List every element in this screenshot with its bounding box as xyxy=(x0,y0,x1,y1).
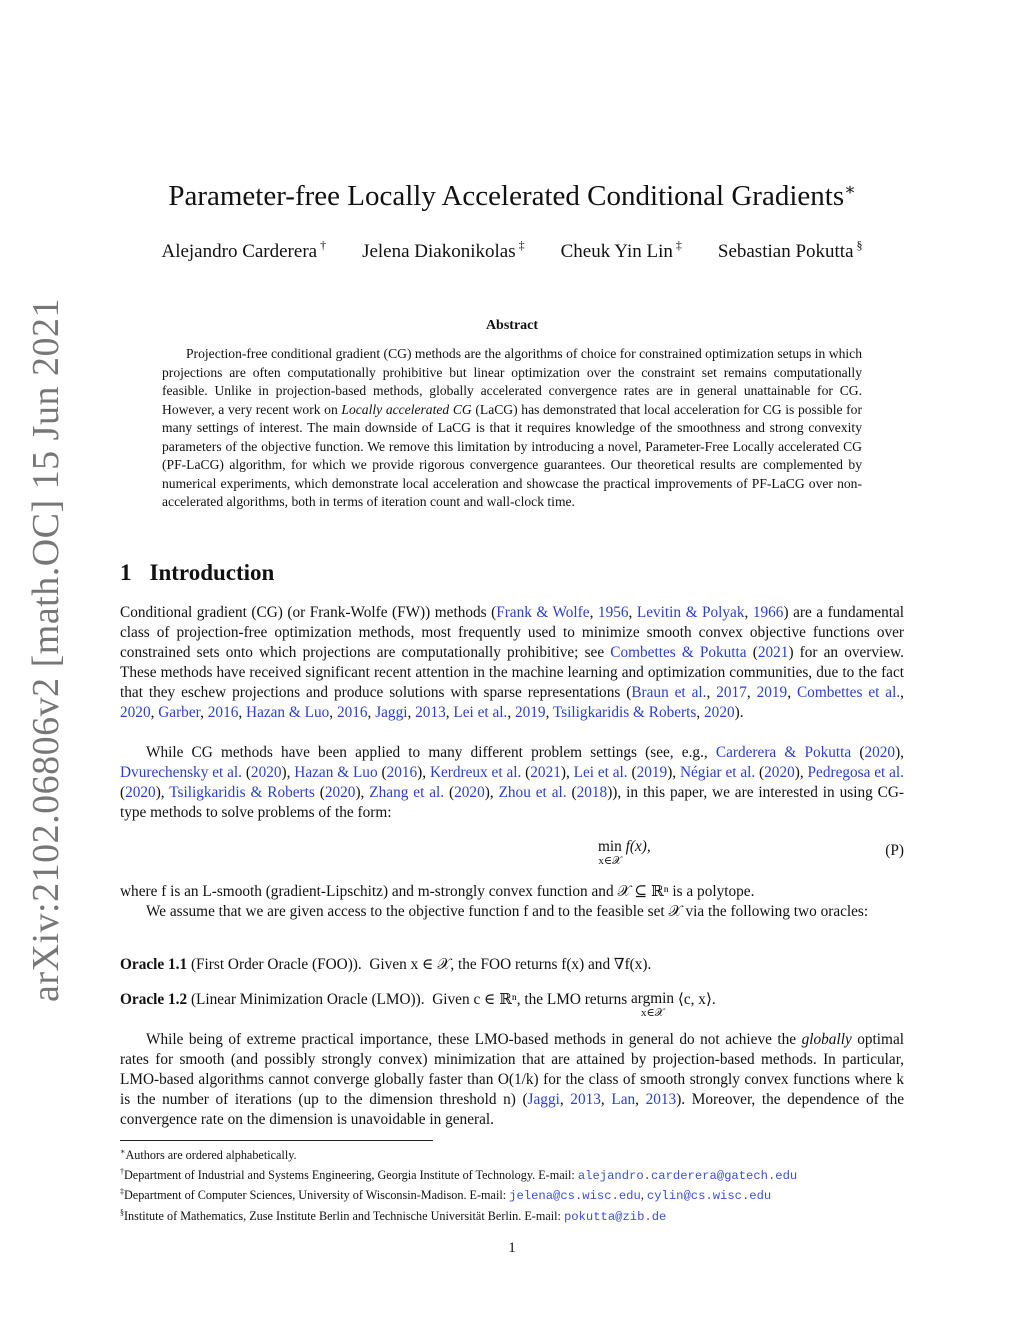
citation-link[interactable]: Hazan & Luo xyxy=(246,704,330,721)
email-link[interactable]: alejandro.carderera@gatech.edu xyxy=(577,1168,798,1183)
citation-link[interactable]: Tsiligkaridis & Roberts xyxy=(169,784,315,801)
arxiv-identifier-stamp xyxy=(22,298,70,1002)
separator: , xyxy=(628,604,637,621)
citation-year-link[interactable]: 2016 xyxy=(386,764,418,781)
citation-link[interactable]: Négiar et al. xyxy=(679,764,756,781)
citation-link[interactable]: Garber xyxy=(158,704,201,721)
equation-body xyxy=(598,838,651,866)
title-footnote-mark: ∗ xyxy=(844,180,856,199)
footnote-text: Department of Industrial and Systems Engineering, Georgia Institute of Technology. E-mail: xyxy=(124,1167,578,1182)
author-list xyxy=(0,238,1024,263)
citation-link[interactable]: Carderera & Pokutta xyxy=(715,744,852,761)
display-equation xyxy=(120,838,904,868)
paragraph-text: While being of extreme practical importance, these LMO-based methods in general do not achieve the xyxy=(146,1031,802,1048)
author xyxy=(561,238,682,263)
abstract-heading: Abstract xyxy=(485,318,539,333)
author-name: Alejandro Carderera xyxy=(161,241,318,262)
abstract-text: (LaCG) has demonstrated that local acceleration for CG is possible for many settings of interest. The main downside of LaCG is that it requires knowledge of the smoothness and strong convexity parameters of the objective function. We remove this limitation by introducing a novel, Parameter-Free Locally accelerated CG (PF-LaCG) algorithm, for which we provide rigorous convergence guarantees. Our theoretical results are complemented by numerical experiments, which demonstrate local acceleration and showcase the practical improvements of PF-LaCG over non-accelerated algorithms, both in terms of iteration count and wall-clock time. xyxy=(162,401,862,509)
abstract-emphasis: Locally accelerated CG xyxy=(341,401,472,417)
citation-year-link[interactable]: 2021 xyxy=(530,764,561,781)
separator: ), xyxy=(560,764,574,781)
separator: , xyxy=(445,704,454,721)
citation-link[interactable]: Hazan & Luo xyxy=(294,764,378,781)
email-link[interactable]: pokutta@zib.de xyxy=(563,1209,667,1224)
assume-line: We assume that we are given access to the objective function f and to the feasible set 𝒳 via the following two oracles: xyxy=(146,903,869,920)
author-footnote-mark: ‡ xyxy=(675,238,682,252)
citation-year-link[interactable]: 2020 xyxy=(764,764,795,781)
paragraph-text: ) for an overview. These methods have received significant recent attention in the machine learning and optimization communities, due to the fact that they eschew projections and produce solutions with sparse representations ( xyxy=(120,644,904,701)
section-number: 1 xyxy=(120,560,132,585)
title-text: Parameter-free Locally Accelerated Conditional Gradients xyxy=(168,180,845,212)
footnote xyxy=(120,1144,920,1164)
citation-link[interactable]: Lei et al. xyxy=(453,704,508,721)
separator: , xyxy=(635,1091,646,1108)
equation-tag: (P) xyxy=(885,842,904,859)
paragraph-text: optimal rates for smooth (and possibly strongly convex) minimization that are attained by projection-based methods. In particular, LMO-based algorithms cannot converge globally faster than O(1/k) for the class of smooth strongly convex functions where k is the number of iterations (up to the dimension threshold n) ( xyxy=(120,1031,904,1108)
separator: ( xyxy=(755,764,765,781)
separator: ( xyxy=(746,644,758,661)
citation-year-link[interactable]: 2020 xyxy=(704,704,735,721)
oracle-text: Given x ∈ 𝒳, the FOO returns f(x) and ∇f(x). xyxy=(369,956,652,973)
abstract-body xyxy=(162,345,862,512)
author-name: Cheuk Yin Lin xyxy=(560,241,673,262)
citation-year-link[interactable]: 2020 xyxy=(125,784,156,801)
footnote-text: Authors are ordered alphabetically. xyxy=(125,1148,297,1162)
separator: , xyxy=(696,704,705,721)
section-heading xyxy=(120,560,274,586)
separator: , xyxy=(200,704,208,721)
arxiv-identifier-text: arXiv:2102.06806v2 [math.OC] 15 Jun 2021 xyxy=(25,298,67,1002)
author-footnote-mark: § xyxy=(856,238,863,252)
emphasis-text: globally xyxy=(801,1031,852,1048)
footnote-divider xyxy=(120,1140,433,1141)
paragraph-text: ). xyxy=(734,704,744,721)
citation-year-link[interactable]: 2021 xyxy=(757,644,789,661)
separator: ), xyxy=(895,744,904,761)
separator: ( xyxy=(377,764,387,781)
citation-year-link[interactable]: 2020 xyxy=(864,744,896,761)
citation-year-link[interactable]: 2016 xyxy=(336,704,368,721)
author xyxy=(362,238,525,263)
separator: , xyxy=(150,704,159,721)
equation-expression: f(x), xyxy=(625,838,651,855)
citation-link[interactable]: Tsiligkaridis & Roberts xyxy=(552,704,697,721)
citation-link[interactable]: Lei et al. xyxy=(573,764,628,781)
footnote-text: Department of Computer Sciences, University of Wisconsin-Madison. E-mail: xyxy=(124,1188,510,1202)
separator: , xyxy=(900,684,904,701)
separator: , xyxy=(559,1091,571,1108)
operator-text: argmin xyxy=(631,990,675,1007)
separator: , xyxy=(787,684,797,701)
citation-year-link[interactable]: 2020 xyxy=(250,764,282,781)
separator: ( xyxy=(241,764,251,781)
footnote xyxy=(120,1205,920,1226)
separator: , xyxy=(367,704,376,721)
separator: ), xyxy=(667,764,680,781)
author-name: Jelena Diakonikolas xyxy=(362,241,516,262)
operator-subscript: x∈𝒳 xyxy=(598,855,622,867)
separator: ( xyxy=(566,784,577,801)
oracle-name: (First Order Oracle (FOO)). xyxy=(190,956,362,973)
author-footnote-mark: ‡ xyxy=(518,238,525,252)
operator-subscript: x∈𝒳 xyxy=(640,1007,665,1019)
separator: ), xyxy=(355,784,370,801)
oracle-text: Given c ∈ ℝⁿ, the LMO returns xyxy=(432,991,628,1008)
citation-link[interactable]: Levitin & Polyak xyxy=(636,604,745,621)
oracle-expression: ⟨c, x⟩. xyxy=(677,991,716,1008)
citation-year-link[interactable]: 1956 xyxy=(597,604,629,621)
footnote-mark: ‡ xyxy=(120,1187,124,1196)
citation-year-link[interactable]: 2019 xyxy=(514,704,546,721)
footnote-mark: † xyxy=(120,1166,124,1176)
section-title: Introduction xyxy=(149,560,275,585)
separator: ), xyxy=(155,784,170,801)
citation-link[interactable]: Zhou et al. xyxy=(498,784,567,801)
citation-year-link[interactable]: 2020 xyxy=(454,784,485,801)
abstract-text: Projection-free conditional gradient (CG) methods are the algorithms of choice for constrained optimization setups in which projections are often computationally prohibitive but linear optimization over the constraint set remains computationally feasible. Unlike in projection-based methods, globally accelerated convergence rates are in general unattainable for CG. However, a very recent work on xyxy=(162,346,862,417)
paragraph-text: While CG methods have been applied to many different problem settings (see, e.g., xyxy=(146,744,716,761)
paragraph-text: )), in this paper, we are interested in using CG-type methods to solve problems of the form: xyxy=(120,784,904,821)
citation-year-link[interactable]: 2019 xyxy=(636,764,668,781)
separator: , xyxy=(744,604,753,621)
citation-link[interactable]: Jaggi xyxy=(375,704,408,721)
footnote-mark: § xyxy=(120,1207,124,1217)
email-link[interactable]: jelena@cs.wisc.edu xyxy=(509,1189,641,1203)
citation-year-link[interactable]: 2020 xyxy=(324,784,356,801)
separator: , xyxy=(407,704,416,721)
citation-year-link[interactable]: 2017 xyxy=(716,684,747,701)
intro-paragraph-2 xyxy=(120,743,904,823)
citation-link[interactable]: Kerdreux et al. xyxy=(429,764,522,781)
separator: ( xyxy=(521,764,531,781)
separator: ), xyxy=(417,764,430,781)
citation-link[interactable]: Combettes et al. xyxy=(796,684,901,701)
footnote xyxy=(120,1164,920,1185)
separator: , xyxy=(746,684,757,701)
paragraph-text: Conditional gradient (CG) (or Frank-Wolfe (FW)) methods ( xyxy=(120,604,497,621)
intro-paragraph-1 xyxy=(120,603,904,723)
min-operator xyxy=(598,838,622,866)
email-link[interactable]: cylin@cs.wisc.edu xyxy=(646,1189,772,1203)
citation-link[interactable]: Jaggi xyxy=(527,1091,560,1108)
oracle-label: Oracle 1.2 xyxy=(120,991,188,1008)
paragraph-text: ). Moreover, the dependence of the convergence rate on the dimension is unavoidable in general. xyxy=(120,1091,905,1128)
separator: ( xyxy=(627,764,637,781)
citation-link[interactable]: Lan xyxy=(611,1091,636,1108)
citation-year-link[interactable]: 2013 xyxy=(645,1091,677,1108)
citation-link[interactable]: Pedregosa et al. xyxy=(807,764,905,781)
citation-link[interactable]: Braun et al. xyxy=(631,684,707,701)
citation-link[interactable]: Combettes & Pokutta xyxy=(610,644,747,661)
separator: ( xyxy=(120,784,126,801)
author-footnote-mark: † xyxy=(320,238,327,252)
author-name: Sebastian Pokutta xyxy=(717,241,854,262)
separator: ), xyxy=(281,764,295,781)
separator: , xyxy=(238,704,247,721)
paragraph-text: ) are a fundamental class of projection-free optimization methods, most frequently used to minimize smooth convex objective functions over constrained sets onto which projections are computationally prohibitive; see xyxy=(120,604,905,661)
separator: , xyxy=(329,704,337,721)
separator: , xyxy=(589,604,598,621)
footnote-text: Institute of Mathematics, Zuse Institute Berlin and Technische Universität Berlin. E-mail: xyxy=(124,1208,564,1223)
citation-year-link[interactable]: 1966 xyxy=(752,604,784,621)
citation-year-link[interactable]: 2013 xyxy=(415,704,446,721)
oracle-1-2 xyxy=(120,990,904,1018)
oracle-1-1 xyxy=(120,955,904,974)
author xyxy=(161,238,326,263)
separator: ), xyxy=(484,784,499,801)
citation-year-link[interactable]: 2019 xyxy=(756,684,788,701)
citation-year-link[interactable]: 2013 xyxy=(570,1091,601,1108)
citation-link[interactable]: Frank & Wolfe xyxy=(496,604,590,621)
separator: , xyxy=(600,1091,612,1108)
citation-link[interactable]: Zhang et al. xyxy=(369,784,445,801)
intro-paragraph-3 xyxy=(120,1030,904,1130)
footnotes xyxy=(120,1144,920,1225)
argmin-operator xyxy=(631,990,674,1018)
footnote: ‡Department of Computer Sciences, University of Wisconsin-Madison. E-mail: jelena@cs.wisc.edu, cylin@cs.wisc.edu xyxy=(120,1187,772,1203)
separator: ( xyxy=(444,784,455,801)
where-line: where f is an L-smooth (gradient-Lipschitz) and m-strongly convex function and 𝒳 ⊆ ℝⁿ is a polytope. xyxy=(120,883,755,900)
separator: , xyxy=(507,704,515,721)
separator: , xyxy=(545,704,553,721)
paper-title xyxy=(0,180,1024,213)
footnote-mark: ∗ xyxy=(120,1147,126,1156)
separator: , xyxy=(706,684,717,701)
citation-year-link[interactable]: 2016 xyxy=(207,704,239,721)
oracle-name: (Linear Minimization Oracle (LMO)). xyxy=(190,991,425,1008)
separator: ), xyxy=(794,764,808,781)
citation-year-link[interactable]: 2020 xyxy=(120,704,151,721)
separator: ( xyxy=(851,744,865,761)
author xyxy=(718,238,863,263)
oracle-label: Oracle 1.1 xyxy=(120,956,188,973)
citation-year-link[interactable]: 2018 xyxy=(576,784,608,801)
separator: ( xyxy=(314,784,325,801)
page-number: 1 xyxy=(508,1240,516,1256)
citation-link[interactable]: Dvurechensky et al. xyxy=(120,764,242,781)
operator-text: min xyxy=(598,838,622,855)
